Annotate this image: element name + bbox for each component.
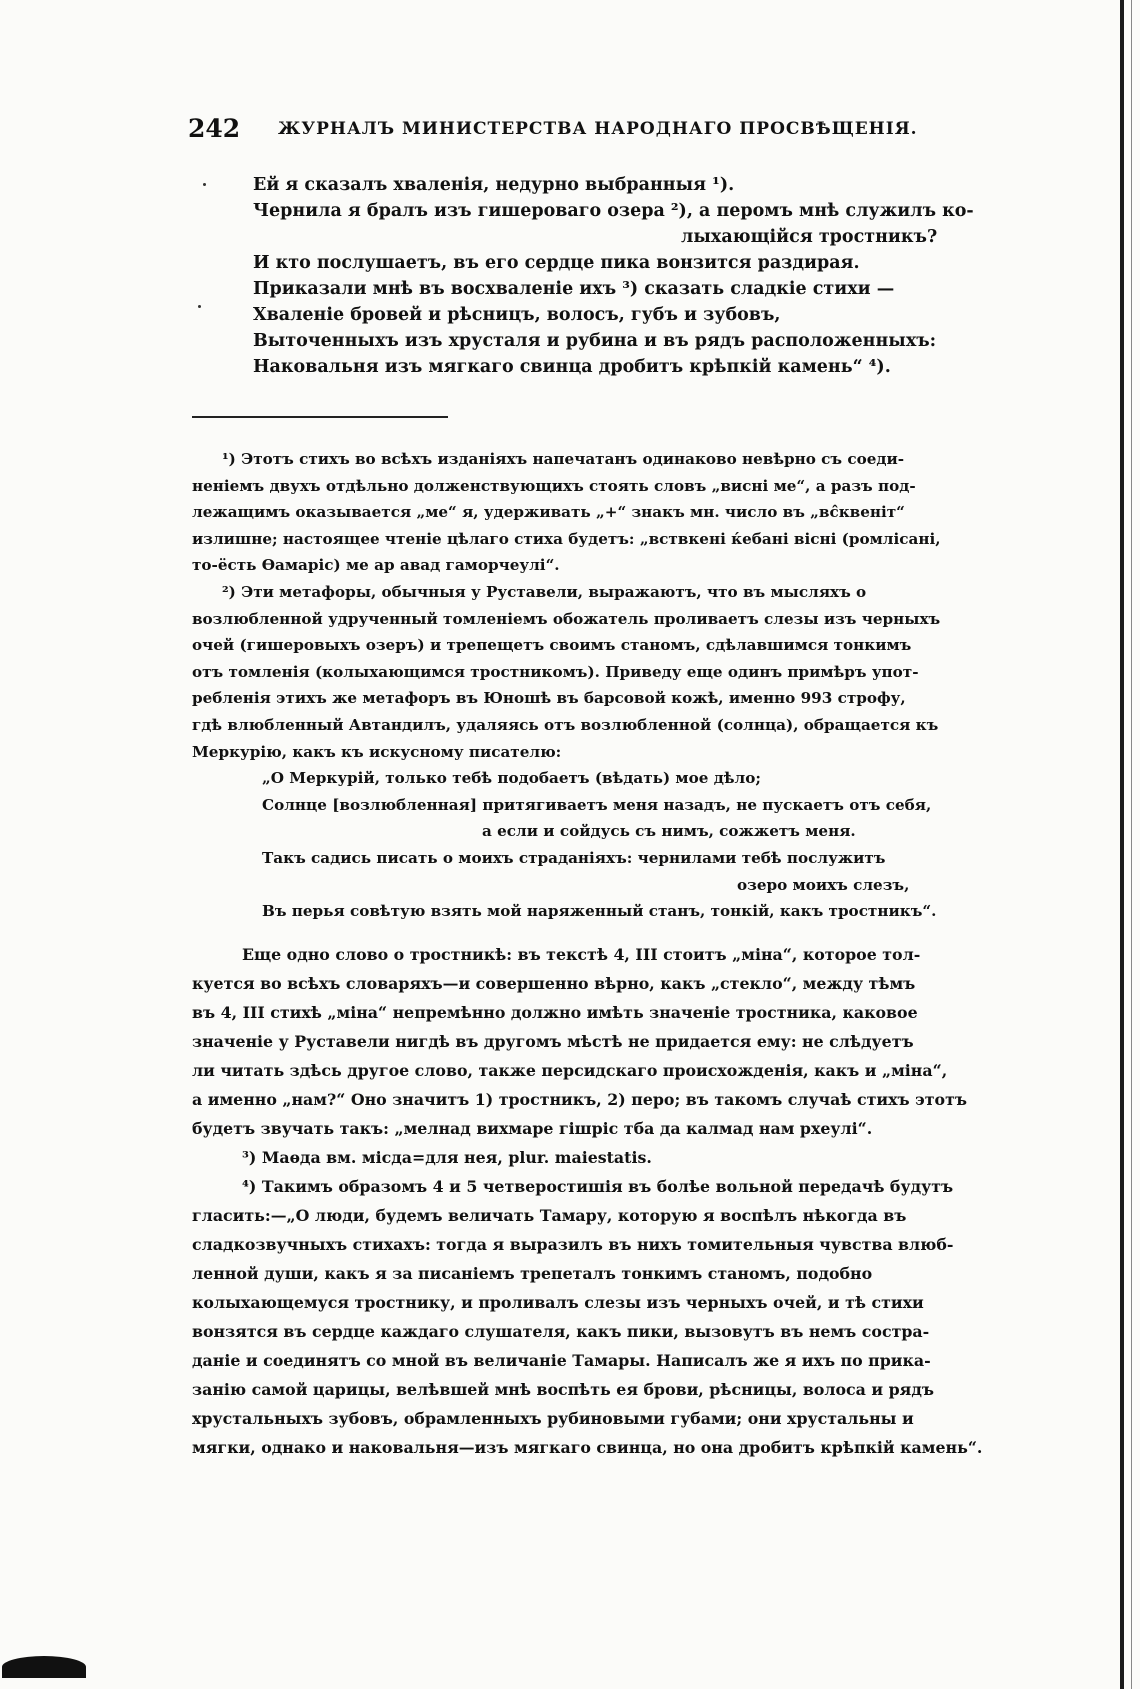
body-line: Еще одно слово о тростникѣ: въ текстѣ 4, III стоитъ „міна“, которое тол-: [242, 945, 921, 964]
quote-line: а если и сойдусь съ нимъ, сожжетъ меня.: [482, 822, 856, 841]
body-line: куется во всѣхъ словаряхъ—и совершенно вѣрно, какъ „стекло“, между тѣмъ: [192, 974, 916, 993]
page-header: [188, 114, 988, 154]
quote-line: Такъ садись писать о моихъ страданіяхъ: чернилами тебѣ послужитъ: [262, 848, 886, 867]
verse-line: И кто послушаетъ, въ его сердце пика вонзится раздирая.: [253, 253, 860, 273]
body-line: а именно „нам?“ Оно значитъ 1) тростникъ, 2) перо; въ такомъ случаѣ стихъ этотъ: [192, 1090, 967, 1109]
body-line: ³) Маѳда вм. місда=для нея, plur. maiestatis.: [242, 1148, 652, 1167]
footnotes: [192, 446, 997, 925]
footnote-line: очей (гишеровыхъ озеръ) и трепещетъ своимъ станомъ, сдѣлавшимся тонкимъ: [192, 636, 912, 655]
page-edge-rule-thin: [1131, 0, 1132, 1689]
footnote-continuation: [192, 940, 997, 1462]
running-title: ЖУРНАЛЪ МИНИСТЕРСТВА НАРОДНАГО ПРОСВѢЩЕНІЯ.: [278, 119, 918, 139]
body-line: занію самой царицы, велѣвшей мнѣ воспѣть ея брови, рѣсницы, волоса и рядъ: [192, 1380, 934, 1399]
body-line: хрустальныхъ зубовъ, обрамленныхъ рубиновыми губами; они хрустальны и: [192, 1409, 914, 1428]
body-line: ⁴) Такимъ образомъ 4 и 5 четверостишія въ болѣе вольной передачѣ будутъ: [242, 1177, 954, 1196]
footnote-line: лежащимъ оказывается „ме“ я, удерживать „+“ знакъ мн. число въ „вс̂квеніт“: [192, 503, 905, 522]
verse-block: [253, 172, 1033, 380]
footnote-line: то-ёсть Ѳамаріс) ме ар авад гаморчеулі“.: [192, 556, 560, 575]
quote-line: Солнце [возлюбленная] притягиваетъ меня назадъ, не пускаетъ отъ себя,: [262, 795, 932, 814]
footnote-line: ²) Эти метафоры, обычныя у Руставели, выражаютъ, что въ мысляхъ о: [222, 582, 867, 601]
footnote-line: неніемъ двухъ отдѣльно долженствующихъ стоять словъ „висні ме“, а разъ под-: [192, 476, 916, 495]
page-number: 242: [188, 114, 241, 143]
verse-line: Чернила я бралъ изъ гишероваго озера ²), а перомъ мнѣ служилъ ко-: [253, 201, 974, 221]
verse-line: Выточенныхъ изъ хрусталя и рубина и въ рядъ расположенныхъ:: [253, 331, 937, 351]
footnote-line: гдѣ влюбленный Автандилъ, удаляясь отъ возлюбленной (солнца), обращается къ: [192, 715, 939, 734]
verse-line: Хваленіе бровей и рѣсницъ, волосъ, губъ и зубовъ,: [253, 305, 781, 325]
body-line: вонзятся въ сердце каждаго слушателя, какъ пики, вызовутъ въ немъ состра-: [192, 1322, 930, 1341]
body-line: даніе и соединятъ со мной въ величаніе Тамары. Написалъ же я ихъ по прика-: [192, 1351, 931, 1370]
ink-blot: [2, 1656, 86, 1678]
body-line: значеніе у Руставели нигдѣ въ другомъ мѣстѣ не придается ему: не слѣдуетъ: [192, 1032, 914, 1051]
verse-line: Наковальня изъ мягкаго свинца дробитъ крѣпкій камень“ ⁴).: [253, 357, 891, 377]
body-line: колыхающемуся тростнику, и проливалъ слезы изъ черныхъ очей, и тѣ стихи: [192, 1293, 924, 1312]
page-edge-rule: [1120, 0, 1124, 1689]
verse-line: лыхающійся тростникъ?: [681, 227, 938, 247]
footnote-line: ¹) Этотъ стихъ во всѣхъ изданіяхъ напечатанъ одинаково невѣрно съ соеди-: [222, 450, 905, 468]
body-line: въ 4, III стихѣ „міна“ непремѣнно должно имѣть значеніе тростника, каковое: [192, 1003, 918, 1022]
verse-line: Ей я сказалъ хваленія, недурно выбранныя ¹).: [253, 175, 735, 195]
footnote-line: ребленія этихъ же метафоръ въ Юношѣ въ барсовой кожѣ, именно 993 строфу,: [192, 689, 906, 708]
footnote-line: излишне; настоящее чтеніе цѣлаго стиха будетъ: „вствкені ќебані вісні (ромлісані,: [192, 529, 941, 548]
body-line: ленной души, какъ я за писаніемъ трепеталъ тонкимъ станомъ, подобно: [192, 1264, 873, 1283]
body-line: мягки, однако и наковальня—изъ мягкаго свинца, но она дробитъ крѣпкій камень“.: [192, 1438, 983, 1457]
footnote-line: отъ томленія (колыхающимся тростникомъ). Приведу еще одинъ примѣръ упот-: [192, 662, 919, 681]
body-line: будетъ звучать такъ: „мелнад вихмаре гішріс тба да калмад нам рхеулі“.: [192, 1119, 873, 1138]
quote-line: „О Меркурій, только тебѣ подобаетъ (вѣдать) мое дѣло;: [262, 769, 761, 788]
body-line: ли читать здѣсь другое слово, также персидскаго происхожденія, какъ и „міна“,: [192, 1061, 948, 1080]
body-line: гласить:—„О люди, будемъ величать Тамару, которую я воспѣлъ нѣкогда въ: [192, 1206, 907, 1225]
speck: [203, 183, 206, 186]
footnote-line: Меркурію, какъ къ искусному писателю:: [192, 742, 562, 761]
footnote-separator: [192, 416, 448, 418]
quote-line: озеро моихъ слезъ,: [737, 875, 910, 894]
verse-line: Приказали мнѣ въ восхваленіе ихъ ³) сказать сладкіе стихи —: [253, 279, 895, 299]
footnote-line: возлюбленной удрученный томленіемъ обожатель проливаетъ слезы изъ черныхъ: [192, 609, 941, 628]
speck: [198, 305, 201, 308]
quote-line: Въ перья совѣтую взять мой наряженный станъ, тонкій, какъ тростникъ“.: [262, 902, 937, 921]
body-line: сладкозвучныхъ стихахъ: тогда я выразилъ въ нихъ томительныя чувства влюб-: [192, 1235, 954, 1254]
